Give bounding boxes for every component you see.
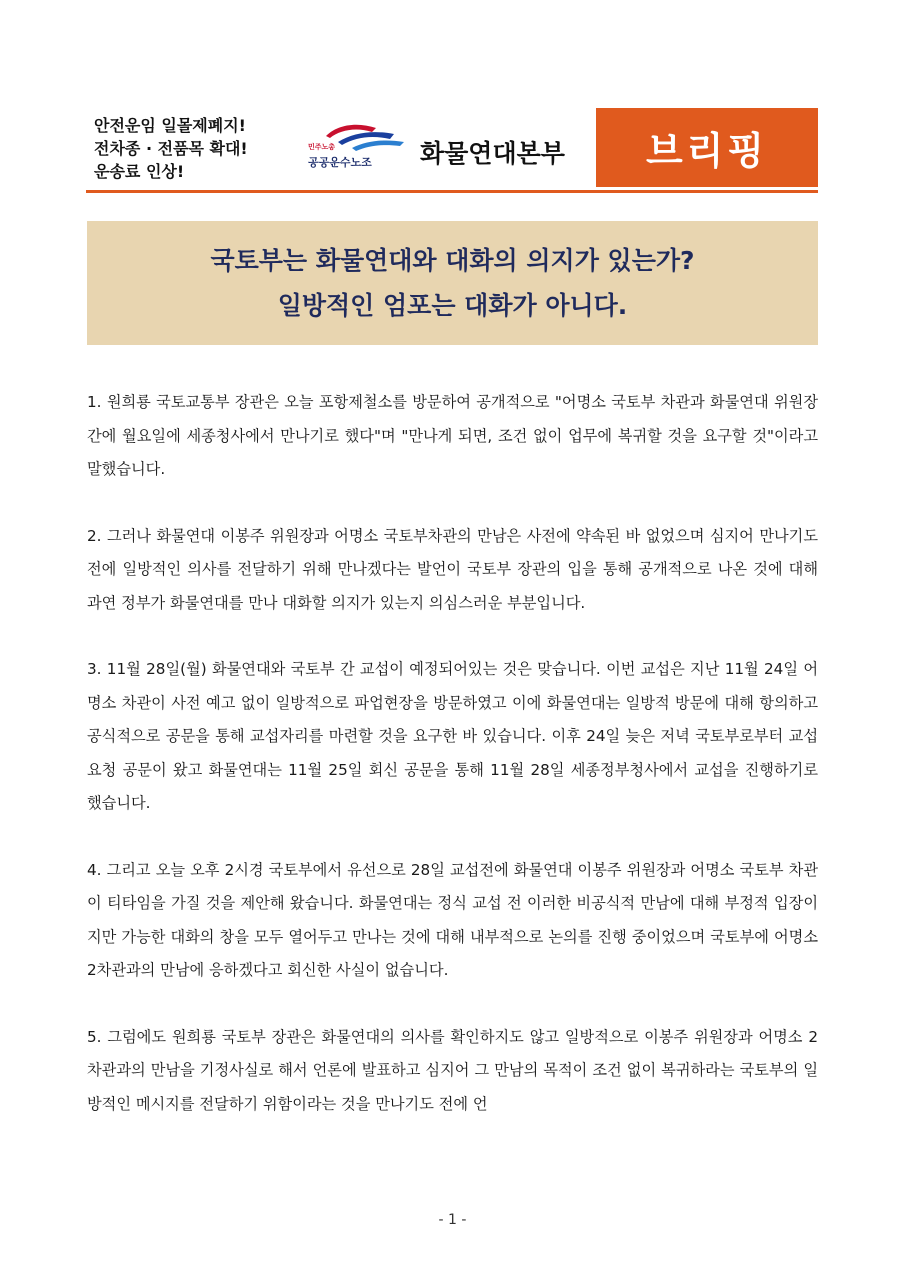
paragraph-2: 2. 그러나 화물연대 이봉주 위원장과 어명소 국토부차관의 만남은 사전에 약속된 바 없었으며 심지어 만나기도 전에 일방적인 의사를 전달하기 위해 만나겠다는 발언이 국토부 장관의 입을 통해 공개적으로 나온 것에 대해 과연 정부가 화물연대를 만나 대화할 의지가 있는지 의심스러운 부분입니다. — [87, 526, 818, 612]
headline-line-2: 일방적인 엄포는 대화가 아니다. — [277, 291, 628, 320]
body-text — [87, 386, 818, 1154]
paragraph-1: 1. 원희룡 국토교통부 장관은 오늘 포항제철소를 방문하여 공개적으로 "어명소 국토부 차관과 화물연대 위원장 간에 월요일에 세종청사에서 만나기로 했다"며 "만나게 되면, 조건 없이 업무에 복귀할 것을 요구할 것"이라고 말했습니다. — [87, 393, 818, 478]
headline-box — [87, 221, 818, 345]
slogan-line: 운송료 인상! — [94, 162, 185, 181]
paragraph-5: 5. 그럼에도 원희룡 국토부 장관은 화물연대의 의사를 확인하지도 않고 일방적으로 이봉주 위원장과 어명소 2차관과의 만남을 기정사실로 해서 언론에 발표하고 심지어 그 만남의 목적이 조건 없이 복귀하라는 국토부의 일방적인 메시지를 전달하기 위함이라는 것을 만나기도 전에 언 — [87, 1027, 818, 1113]
briefing-label-text: 브리핑 — [645, 129, 769, 173]
org-name: 화물연대본부 — [420, 139, 565, 168]
paragraph-4: 4. 그리고 오늘 오후 2시경 국토부에서 유선으로 28일 교섭전에 화물연대 이봉주 위원장과 어명소 국토부 차관이 티타임을 가질 것을 제안해 왔습니다. 화물연대는 정식 교섭 전 이러한 비공식적 만남에 대해 부정적 입장이지만 가능한 대화의 창을 모두 열어두고 만나는 것에 대해 내부적으로 논의를 진행 중이었으며 국토부에 어명소 2차관과의 만남에 응하겠다고 회신한 사실이 없습니다. — [87, 860, 818, 979]
header — [86, 108, 818, 193]
logo-subtext: 민주노총 — [308, 143, 336, 151]
slogan-line: 전차종 · 전품목 확대! — [94, 139, 248, 158]
briefing-label — [596, 108, 818, 187]
union-logo — [308, 118, 418, 180]
logo-text: 공공운수노조 — [308, 156, 372, 169]
page-number: - 1 - — [438, 1212, 467, 1228]
slogan — [94, 114, 294, 183]
paragraph-3: 3. 11월 28일(월) 화물연대와 국토부 간 교섭이 예정되어있는 것은 맞습니다. 이번 교섭은 지난 11월 24일 어명소 차관이 사전 예고 없이 일방적으로 파업현장을 방문하였고 이에 화물연대는 일방적 방문에 대해 항의하고 공식적으로 공문을 통해 교섭자리를 마련할 것을 요구한 바 있습니다. 이후 24일 늦은 저녁 국토부로부터 교섭요청 공문이 왔고 화물연대는 11월 25일 회신 공문을 통해 11월 28일 세종정부청사에서 교섭을 진행하기로 했습니다. — [87, 660, 818, 812]
slogan-line: 안전운임 일몰제폐지! — [94, 116, 246, 135]
headline-line-1: 국토부는 화물연대와 대화의 의지가 있는가? — [210, 246, 695, 275]
